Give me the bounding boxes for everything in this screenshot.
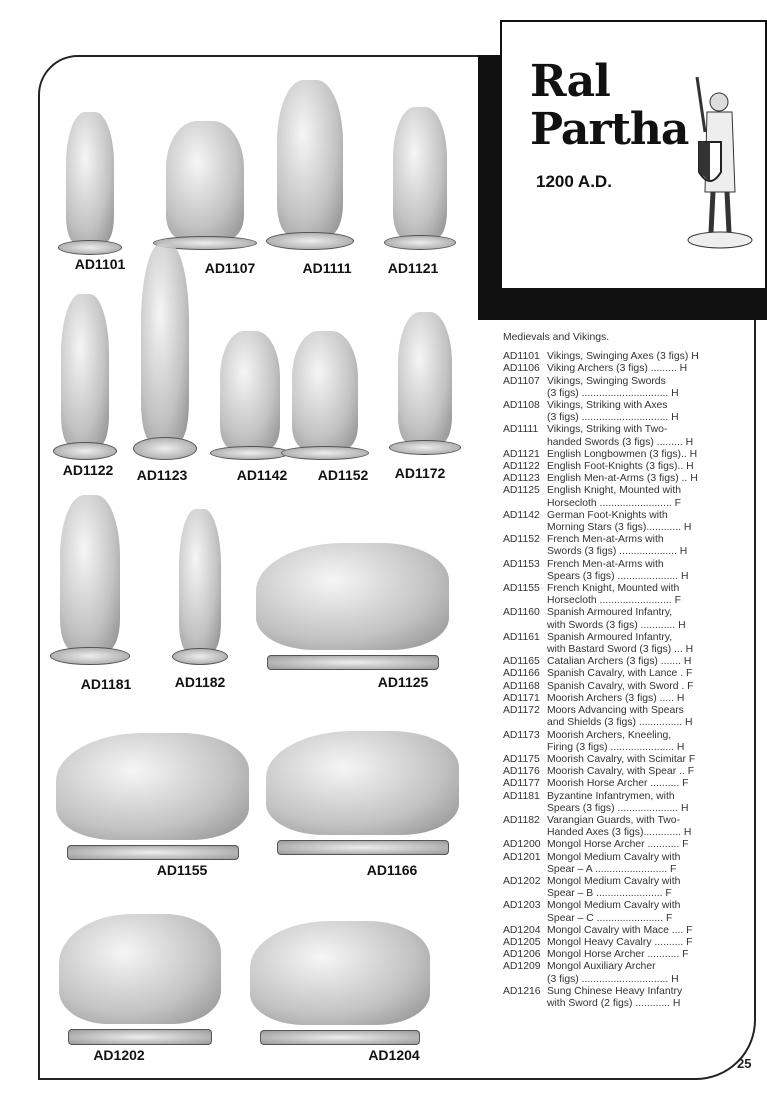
list-item (503, 949, 715, 961)
list-item (503, 986, 715, 1010)
figure-label: AD1125 (377, 674, 429, 690)
item-code: AD1177 (503, 778, 540, 790)
item-code: AD1173 (503, 729, 540, 741)
item-description: Mongol Medium Cavalry with (547, 875, 681, 887)
item-description: French Men-at-Arms with (547, 558, 664, 570)
item-description: French Knight, Mounted with (547, 583, 680, 595)
list-item (503, 900, 715, 924)
item-code: AD1206 (503, 949, 541, 961)
item-description: Mongol Horse Archer ........... F (547, 839, 689, 851)
figure-label: AD1107 (204, 260, 256, 276)
logo-title-line2: Partha (530, 104, 689, 155)
figure-label: AD1122 (62, 462, 114, 478)
list-item (503, 461, 715, 473)
item-code: AD1166 (503, 668, 540, 680)
list-item (503, 705, 715, 729)
item-description: English Longbowmen (3 figs).. H (547, 448, 698, 460)
item-description: Spanish Armoured Infantry, (547, 631, 673, 643)
list-item (503, 852, 715, 876)
item-description: Spanish Cavalry, with Lance . F (547, 668, 693, 680)
item-description: Mongol Medium Cavalry with (547, 900, 681, 912)
item-code: AD1201 (503, 851, 541, 863)
item-description-cont: Horsecloth ......................... F (547, 497, 681, 509)
item-code: AD1171 (503, 692, 540, 704)
miniature-figure-AD1121 (375, 95, 465, 250)
item-code: AD1122 (503, 461, 540, 473)
item-description-cont: (3 figs) .............................. H (547, 973, 679, 985)
list-item (503, 473, 715, 485)
item-description-cont: (3 figs) .............................. H (547, 412, 679, 424)
figure-label: AD1121 (387, 260, 439, 276)
item-description: Byzantine Infantrymen, with (547, 790, 675, 802)
figure-label: AD1204 (368, 1047, 420, 1063)
item-code: AD1202 (503, 875, 541, 887)
item-description: Viking Archers (3 figs) ......... H (547, 363, 688, 375)
miniature-figure-AD1125 (245, 500, 460, 670)
item-code: AD1182 (503, 814, 540, 826)
list-item (503, 485, 715, 509)
item-description-cont: with Swords (3 figs) ............ H (547, 619, 686, 631)
item-code: AD1125 (503, 485, 540, 497)
item-description: Moorish Archers (3 figs) ..... H (547, 692, 685, 704)
item-code: AD1168 (503, 680, 540, 692)
item-description: Vikings, Striking with Two- (547, 424, 668, 436)
list-item (503, 583, 715, 607)
figure-label: AD1181 (80, 676, 132, 692)
item-code: AD1152 (503, 534, 540, 546)
item-code: AD1107 (503, 375, 540, 387)
item-description-cont: Swords (3 figs) .................... H (547, 546, 688, 558)
item-description: Spanish Cavalry, with Sword . F (547, 680, 694, 692)
miniature-figure-AD1172 (380, 300, 470, 455)
item-description: Varangian Guards, with Two- (547, 814, 681, 826)
list-item (503, 559, 715, 583)
item-code: AD1111 (503, 424, 539, 436)
knight-logo-icon (677, 72, 757, 252)
list-item (503, 510, 715, 534)
list-item (503, 876, 715, 900)
item-code: AD1121 (503, 448, 540, 460)
logo-title (530, 58, 688, 154)
figure-label: AD1155 (156, 862, 208, 878)
item-description: Vikings, Striking with Axes (547, 400, 668, 412)
list-item (503, 376, 715, 400)
item-description: Vikings, Swinging Swords (547, 375, 666, 387)
miniature-figure-AD1204 (240, 880, 440, 1045)
item-code: AD1203 (503, 900, 541, 912)
figure-label: AD1101 (74, 256, 126, 272)
miniature-figure-AD1123 (125, 225, 205, 460)
item-description: Moorish Archers, Kneeling, (547, 729, 672, 741)
item-description: French Men-at-Arms with (547, 534, 664, 546)
miniature-figure-AD1155 (45, 690, 260, 860)
item-description-cont: Morning Stars (3 figs)............ H (547, 522, 692, 534)
list-item (503, 400, 715, 424)
list-item (503, 730, 715, 754)
list-item (503, 534, 715, 558)
item-description: Mongol Cavalry with Mace .... F (547, 924, 693, 936)
logo-subtitle: 1200 A.D. (536, 172, 612, 191)
item-description-cont: Spear – B ....................... F (547, 888, 672, 900)
list-item (503, 766, 715, 778)
item-description-cont: Firing (3 figs) ...................... H (547, 741, 685, 753)
miniature-figure-AD1111 (255, 65, 365, 250)
list-item (503, 961, 715, 985)
item-description: Mongol Auxiliary Archer (547, 961, 656, 973)
item-code: AD1106 (503, 363, 540, 375)
figure-label: AD1172 (394, 465, 446, 481)
item-description-cont: Spear – A ......................... F (547, 863, 677, 875)
item-code: AD1155 (503, 583, 540, 595)
item-description-cont: handed Swords (3 figs) ......... H (547, 436, 694, 448)
miniature-figure-AD1101 (50, 100, 130, 255)
list-item (503, 693, 715, 705)
list-item (503, 449, 715, 461)
miniature-figure-AD1152 (270, 320, 380, 460)
item-description: Vikings, Swinging Axes (3 figs) H (547, 351, 699, 363)
figure-label: AD1123 (136, 467, 188, 483)
item-description: English Foot-Knights (3 figs).. H (547, 461, 694, 473)
item-description: Sung Chinese Heavy Infantry (547, 985, 683, 997)
list-item (503, 839, 715, 851)
list-item (503, 815, 715, 839)
item-code: AD1204 (503, 924, 541, 936)
item-code: AD1181 (503, 790, 540, 802)
item-code: AD1160 (503, 607, 540, 619)
item-code: AD1153 (503, 558, 540, 570)
list-item (503, 668, 715, 680)
list-heading: Medievals and Vikings. (503, 332, 610, 343)
list-item (503, 937, 715, 949)
item-description: Moorish Horse Archer .......... F (547, 778, 689, 790)
list-item (503, 607, 715, 631)
item-code: AD1176 (503, 766, 540, 778)
item-description-cont: Spear – C ....................... F (547, 912, 673, 924)
item-code: AD1200 (503, 839, 541, 851)
item-code: AD1161 (503, 631, 540, 643)
item-code: AD1108 (503, 400, 540, 412)
item-code: AD1209 (503, 961, 541, 973)
item-code: AD1172 (503, 705, 540, 717)
list-item (503, 754, 715, 766)
logo-box (500, 20, 767, 290)
item-description: Mongol Medium Cavalry with (547, 851, 681, 863)
item-description-cont: with Sword (2 figs) ............ H (547, 997, 681, 1009)
list-item (503, 632, 715, 656)
item-description: Spanish Armoured Infantry, (547, 607, 673, 619)
logo-title-line1: Ral (530, 56, 610, 107)
item-code: AD1216 (503, 985, 541, 997)
item-description: Moorish Cavalry, with Spear .. F (547, 766, 695, 778)
item-description-cont: and Shields (3 figs) ............... H (547, 717, 693, 729)
item-code: AD1142 (503, 509, 540, 521)
item-code: AD1205 (503, 936, 541, 948)
figure-label: AD1166 (366, 862, 418, 878)
list-item (503, 925, 715, 937)
item-description: Mongol Horse Archer ........... F (547, 949, 689, 961)
list-item (503, 351, 715, 363)
item-code: AD1101 (503, 351, 540, 363)
miniature-figure-AD1182 (165, 495, 235, 665)
item-description: German Foot-Knights with (547, 509, 668, 521)
miniature-figure-AD1122 (45, 280, 125, 460)
figure-label: AD1182 (174, 674, 226, 690)
list-item (503, 424, 715, 448)
list-item (503, 791, 715, 815)
item-description: English Men-at-Arms (3 figs) .. H (547, 473, 698, 485)
item-description: Moors Advancing with Spears (547, 705, 684, 717)
list-item (503, 656, 715, 668)
item-description-cont: Horsecloth ......................... F (547, 595, 681, 607)
list-item (503, 778, 715, 790)
figure-label: AD1142 (236, 467, 288, 483)
list-item (503, 363, 715, 375)
item-description-cont: Spears (3 figs) ..................... H (547, 570, 689, 582)
figure-label: AD1152 (317, 467, 369, 483)
item-description-cont: Handed Axes (3 figs)............. H (547, 827, 692, 839)
page-number: 25 (737, 1056, 752, 1071)
item-code: AD1165 (503, 656, 540, 668)
miniature-figure-AD1202 (50, 870, 230, 1045)
miniature-figure-AD1166 (255, 690, 470, 855)
item-description-cont: with Bastard Sword (3 figs) ... H (547, 644, 694, 656)
item-description: Moorish Cavalry, with Scimitar F (547, 753, 696, 765)
product-list (503, 332, 715, 1010)
miniature-figure-AD1181 (40, 480, 140, 665)
item-description-cont: (3 figs) .............................. H (547, 387, 679, 399)
item-description: Mongol Heavy Cavalry .......... F (547, 936, 693, 948)
figure-label: AD1111 (302, 260, 352, 276)
item-description-cont: Spears (3 figs) ..................... H (547, 802, 689, 814)
list-item (503, 681, 715, 693)
item-code: AD1175 (503, 753, 540, 765)
item-description: Catalian Archers (3 figs) ....... H (547, 656, 692, 668)
item-code: AD1123 (503, 473, 540, 485)
figure-label: AD1202 (93, 1047, 145, 1063)
item-description: English Knight, Mounted with (547, 485, 682, 497)
